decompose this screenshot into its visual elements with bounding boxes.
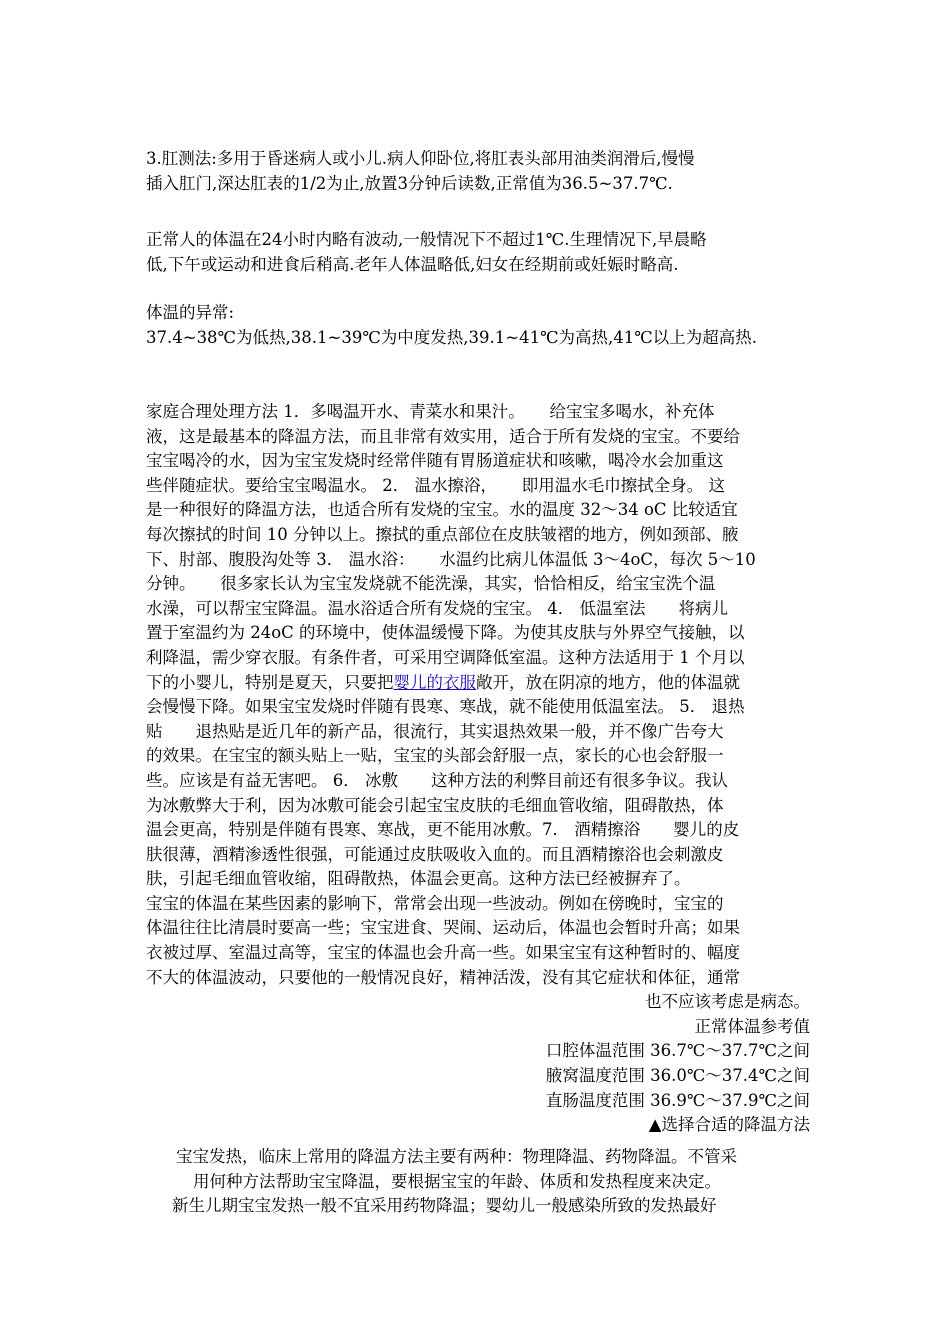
text-line: 是一种很好的降温方法，也适合所有发烧的宝宝。水的温度 32～34 oC 比较适宜: [146, 500, 738, 520]
text-line: 贴 退热贴是近几年的新产品，很流行，其实退热效果一般，并不像广告夸大: [146, 721, 724, 741]
text-line: 水澡，可以帮宝宝降温。温水浴适合所有发烧的宝宝。 4． 低温室法 将病儿: [146, 598, 728, 618]
text-line: 低,下午或运动和进食后稍高.老年人体温略低,妇女在经期前或妊娠时略高.: [146, 254, 679, 274]
text-line: 肤，引起毛细血管收缩，阻碍散热，体温会更高。这种方法已经被摒弃了。: [146, 869, 691, 889]
normal-fluctuation-paragraph: [146, 228, 810, 277]
text-line: 的效果。在宝宝的额头贴上一贴，宝宝的头部会舒服一点，家长的心也会舒服一: [146, 746, 724, 766]
text-line: 不大的体温波动，只要他的一般情况良好，精神活泼，没有其它症状和体征，通常: [146, 967, 740, 987]
text-line: 温会更高，特别是伴随有畏寒、寒战，更不能用冰敷。7． 酒精擦浴 婴儿的皮: [146, 820, 740, 840]
section-heading: 体温的异常:: [146, 303, 235, 322]
text-line: 家庭合理处理方法 1．多喝温开水、青菜水和果汁。 给宝宝多喝水，补充体: [146, 402, 715, 421]
cooling-method-heading: ▲选择合适的降温方法: [648, 1115, 810, 1135]
reference-heading: 正常体温参考值: [694, 1016, 810, 1036]
text-line: 些。应该是有益无害吧。 6． 冰敷 这种方法的利弊目前还有很多争议。我认: [146, 770, 728, 790]
text-segment: 敞开，放在阴凉的地方，他的体温就: [476, 672, 740, 692]
text-line: 宝宝发热，临床上常用的降温方法主要有两种：物理降温、药物降温。不管采: [176, 1147, 737, 1166]
oral-temperature-range: 口腔体温范围 36.7℃～37.7℃之间: [545, 1041, 810, 1061]
text-line-with-link: [146, 671, 810, 696]
text-line: 会慢慢下降。如果宝宝发烧时伴随有畏寒、寒战，就不能使用低温室法。 5． 退热: [146, 697, 745, 717]
text-line: 正常人的体温在24小时内略有波动,一般情况下不超过1℃.生理情况下,早晨略: [146, 230, 707, 249]
text-line: 体温往往比清晨时要高一些；宝宝进食、哭闹、运动后，体温也会暂时升高；如果: [146, 918, 740, 938]
home-care-section: [146, 400, 810, 1138]
text-line: 肤很薄，酒精渗透性很强，可能通过皮肤吸收入血的。而且酒精擦浴也会刺激皮: [146, 844, 724, 864]
text-line: 37.4~38℃为低热,38.1~39℃为中度发热,39.1~41℃为高热,41℃以上为超高热.: [146, 327, 757, 347]
text-line: 宝宝的体温在某些因素的影响下，常常会出现一些波动。例如在傍晚时，宝宝的: [146, 893, 724, 913]
baby-clothes-link[interactable]: 婴儿的衣服: [393, 672, 476, 692]
text-line: 些伴随症状。要给宝宝喝温水。 2． 温水擦浴， 即用温水毛巾擦拭全身。 这: [146, 475, 725, 495]
text-line: 利降温，需少穿衣服。有条件者，可采用空调降低室温。这种方法适用于 1 个月以: [146, 647, 745, 667]
text-line: 为冰敷弊大于利，因为冰敷可能会引起宝宝皮肤的毛细血管收缩，阻碍散热，体: [146, 795, 724, 815]
text-line: 新生儿期宝宝发热一般不宜采用药物降温；婴幼儿一般感染所致的发热最好: [172, 1196, 717, 1215]
text-line: 宝宝喝冷的水，因为宝宝发烧时经常伴随有胃肠道症状和咳嗽，喝冷水会加重这: [146, 451, 724, 471]
cooling-method-paragraph: [172, 1145, 810, 1219]
abnormal-temperature-section: [146, 301, 810, 350]
text-line: 用何种方法帮助宝宝降温，要根据宝宝的年龄、体质和发热程度来决定。: [193, 1171, 721, 1191]
text-line: 衣被过厚、室温过高等，宝宝的体温也会升高一些。如果宝宝有这种暂时的、幅度: [146, 943, 740, 963]
rectal-temperature-range: 直肠温度范围 36.9℃～37.9℃之间: [545, 1090, 810, 1110]
text-line: 每次擦拭的时间 10 分钟以上。擦拭的重点部位在皮肤皱褶的地方，例如颈部、腋: [146, 524, 739, 544]
axillary-temperature-range: 腋窝温度范围 36.0℃～37.4℃之间: [545, 1066, 810, 1086]
text-line: 插入肛门,深达肛表的1/2为止,放置3分钟后读数,正常值为36.5~37.7℃.: [146, 173, 673, 193]
text-line: 置于室温约为 24oC 的环境中，使体温缓慢下降。为使其皮肤与外界空气接触，以: [146, 623, 745, 643]
text-line-right: 也不应该考虑是病态。: [645, 992, 810, 1012]
text-line: 3.肛测法:多用于昏迷病人或小儿.病人仰卧位,将肛表头部用油类润滑后,慢慢: [146, 149, 695, 168]
rectal-method-paragraph: [146, 147, 810, 196]
text-segment: 下的小婴儿，特别是夏天，只要把: [146, 672, 394, 692]
text-line: 下、肘部、腹股沟处等 3． 温水浴： 水温约比病儿体温低 3～4oC，每次 5～10: [146, 549, 756, 569]
text-line: 分钟。 很多家长认为宝宝发烧就不能洗澡，其实，恰恰相反，给宝宝洗个温: [146, 574, 716, 594]
text-line: 液，这是最基本的降温方法，而且非常有效实用，适合于所有发烧的宝宝。不要给: [146, 426, 740, 446]
